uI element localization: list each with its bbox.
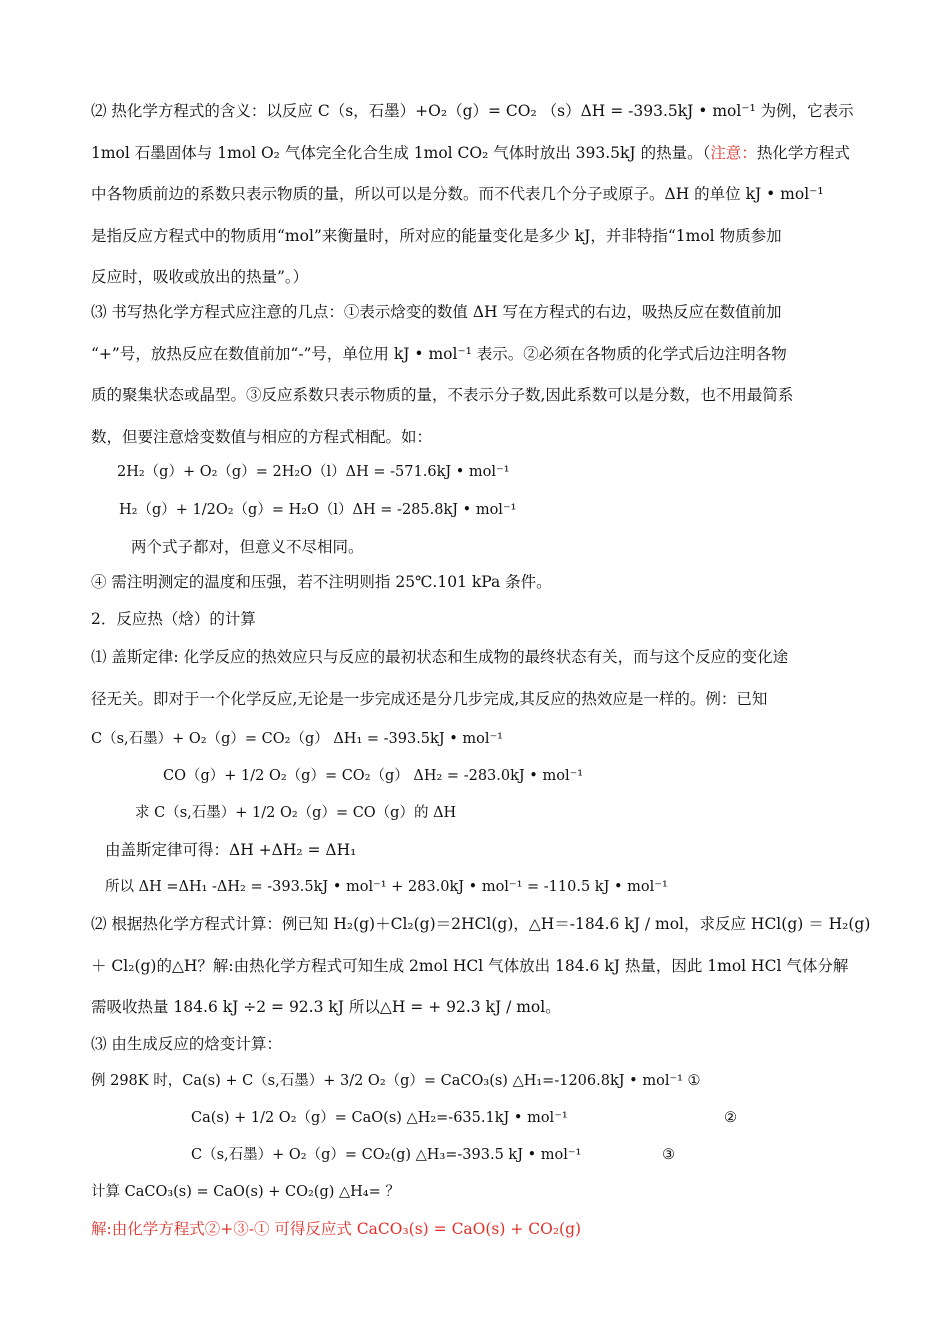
text-line: 径无关。即对于一个化学反应,无论是一步完成还是分几步完成,其反应的热效应是一样的。例：已知 (91, 690, 768, 708)
text-line: “+”号，放热反应在数值前加“-”号，单位用 kJ • mol⁻¹ 表示。②必须在各物质的化学式后边注明各物 (91, 345, 787, 363)
equation-line: 2H₂（g）+ O₂（g）= 2H₂O（l）ΔH = -571.6kJ • mol⁻¹ (117, 464, 510, 480)
equation-line: 所以 ΔH =ΔH₁ -ΔH₂ = -393.5kJ • mol⁻¹ + 283.0kJ • mol⁻¹ = -110.5 kJ • mol⁻¹ (105, 879, 668, 895)
equation-number: ③ (662, 1147, 675, 1163)
text-segment: 热化学方程式 (756, 144, 850, 162)
equation-line: 求 C（s,石墨）+ 1/2 O₂（g）= CO（g）的 ΔH (135, 805, 457, 821)
text-line: ⑴ 盖斯定律: 化学反应的热效应只与反应的最初状态和生成物的最终状态有关，而与这个反应的变化途 (91, 648, 789, 666)
text-line: ⑶ 由生成反应的焓变计算： (91, 1035, 282, 1053)
text-line: 质的聚集状态或晶型。③反应系数只表示物质的量，不表示分子数,因此系数可以是分数，也不用最简系 (91, 386, 794, 404)
equation-line: CO（g）+ 1/2 O₂（g）= CO₂（g） ΔH₂ = -283.0kJ • mol⁻¹ (163, 768, 584, 784)
equation-line: 例 298K 时，Ca(s) + C（s,石墨）+ 3/2 O₂（g）= CaCO₃(s) △H₁=-1206.8kJ • mol⁻¹ ① (91, 1073, 701, 1089)
text-line: ⑶ 书写热化学方程式应注意的几点：①表示焓变的数值 ΔH 写在方程式的右边，吸热反应在数值前加 (91, 303, 782, 321)
text-line: 数，但要注意焓变数值与相应的方程式相配。如： (91, 428, 433, 446)
text-line: ⑵ 根据热化学方程式计算：例已知 H₂(g)＋Cl₂(g)＝2HCl(g)，△H＝-184.6 kJ / mol，求反应 HCl(g) ＝ H₂(g) (91, 915, 871, 933)
text-line (91, 143, 850, 163)
text-line: ⑵ 热化学方程式的含义：以反应 C（s，石墨）+O₂（g）= CO₂ （s）ΔH = -393.5kJ • mol⁻¹ 为例，它表示 (91, 102, 854, 120)
text-line: 反应时，吸收或放出的热量”。） (91, 268, 309, 286)
equation-line: C（s,石墨）+ O₂（g）= CO₂(g) △H₃=-393.5 kJ • mol⁻¹ (191, 1147, 582, 1163)
text-line: 需吸收热量 184.6 kJ ÷2 = 92.3 kJ 所以△H = + 92.3 kJ / mol。 (91, 998, 561, 1016)
note-label: 注意： (710, 144, 757, 162)
equation-line: 计算 CaCO₃(s) = CaO(s) + CO₂(g) △H₄= ？ (91, 1184, 400, 1200)
text-line: 中各物质前边的系数只表示物质的量，所以可以是分数。而不代表几个分子或原子。ΔH 的单位 kJ • mol⁻¹ (91, 185, 824, 203)
text-segment: 1mol 石墨固体与 1mol O₂ 气体完全化合生成 1mol CO₂ 气体时放出 393.5kJ 的热量。（ (91, 144, 711, 162)
equation-number: ② (724, 1110, 737, 1126)
solution-line: 解:由化学方程式②+③-① 可得反应式 CaCO₃(s) = CaO(s) + CO₂(g) (91, 1220, 582, 1238)
text-line: 两个式子都对，但意义不尽相同。 (131, 538, 364, 556)
equation-line: C（s,石墨）+ O₂（g）= CO₂（g） ΔH₁ = -393.5kJ • mol⁻¹ (91, 731, 503, 747)
text-line: ④ 需注明测定的温度和压强，若不注明则指 25℃.101 kPa 条件。 (91, 573, 552, 591)
equation-line: Ca(s) + 1/2 O₂（g）= CaO(s) △H₂=-635.1kJ • mol⁻¹ (191, 1110, 568, 1126)
section-heading: 2．反应热（焓）的计算 (91, 610, 256, 628)
equation-line: H₂（g）+ 1/2O₂（g）= H₂O（l）ΔH = -285.8kJ • mol⁻¹ (119, 502, 517, 518)
text-line: 是指反应方程式中的物质用“mol”来衡量时，所对应的能量变化是多少 kJ，并非特指“1mol 物质参加 (91, 227, 782, 245)
text-line: 由盖斯定律可得：ΔH +ΔH₂ = ΔH₁ (105, 841, 357, 859)
text-line: ＋ Cl₂(g)的△H？解:由热化学方程式可知生成 2mol HCl 气体放出 184.6 kJ 热量，因此 1mol HCl 气体分解 (91, 957, 849, 975)
